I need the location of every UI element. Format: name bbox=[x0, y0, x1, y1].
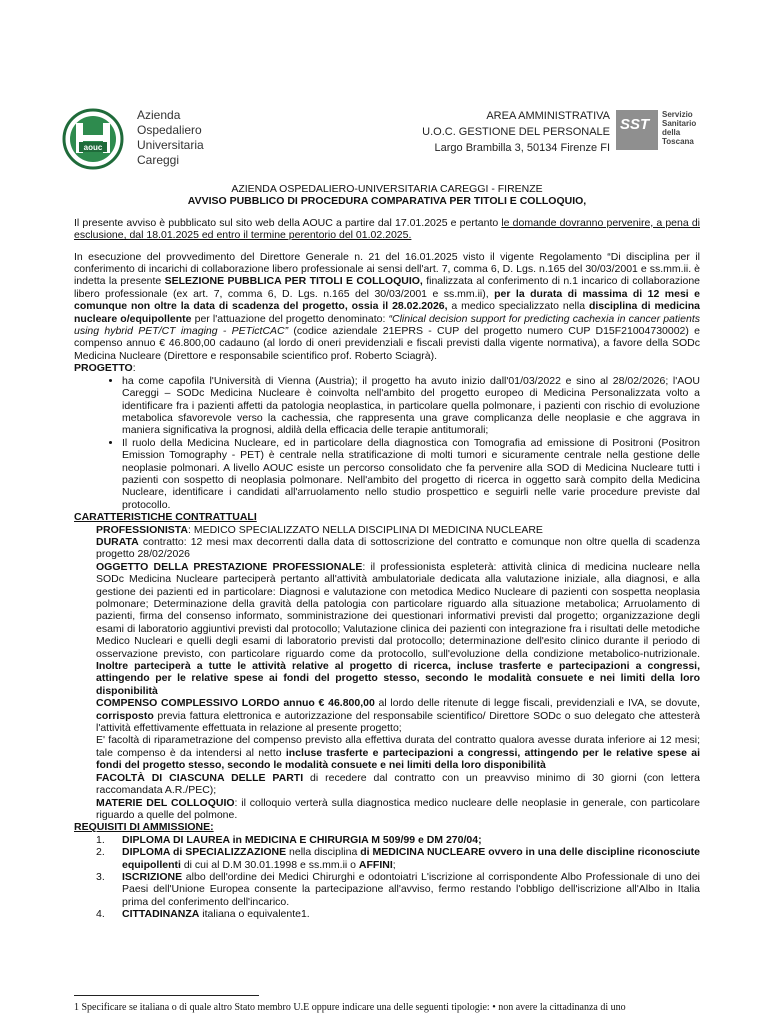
area-line: Largo Brambilla 3, 50134 Firenze FI bbox=[434, 142, 610, 154]
org-line: Azienda bbox=[137, 108, 181, 122]
durata-line bbox=[96, 536, 700, 561]
ssr-logo bbox=[616, 110, 708, 152]
value: al lordo delle ritenute di legge fiscali, previdenziali e IVA, se dovute, bbox=[374, 697, 700, 710]
label: OGGETTO DELLA PRESTAZIONE PROFESSIONALE bbox=[96, 560, 363, 573]
heading-text: PROGETTO bbox=[74, 362, 133, 375]
item-text: di cui al D.M 30.01.1998 e ss.mm.ii o bbox=[180, 858, 359, 871]
item-bold: AFFINI bbox=[358, 858, 393, 871]
body-text: (codice aziendale 21EPRS - CUP del progetto numero CUP D15F21004730002) e compenso annuo € 46.800,00 cadauno (al lordo di oneri previdenziali e fiscali previsti dalla vigente normativa), a favore della SODc Medicina Nucleare (Direttore e responsabile scientifico prof. Roberto Sciagrà). bbox=[74, 325, 700, 362]
ssr-logo-icon bbox=[616, 110, 658, 150]
ssr-mark: SST bbox=[620, 116, 650, 133]
label: MATERIE DEL COLLOQUIO bbox=[96, 796, 235, 809]
item-text: italiana o equivalente1. bbox=[199, 908, 310, 921]
requisiti-heading: REQUISITI DI AMMISSIONE: bbox=[74, 821, 214, 834]
intro-paragraph bbox=[74, 217, 700, 242]
label: PROFESSIONISTA bbox=[96, 523, 188, 536]
aouc-logo-icon bbox=[62, 108, 124, 170]
logo-text: aouc bbox=[83, 143, 103, 152]
item-text: albo dell'ordine dei Medici Chirurghi e odontoiatri L'iscrizione al corrispondente Albo Professionale di uno dei Paesi dell'Unione Europea consente la partecipazione all'avviso, fermo restando l'obbligo dell'iscrizione all'Albo in Italia prima del conferimento dell'incarico. bbox=[122, 870, 700, 908]
value: : MEDICO SPECIALIZZATO NELLA DISCIPLINA DI MEDICINA NUCLEARE bbox=[187, 523, 543, 536]
progetto-heading bbox=[74, 362, 700, 374]
footnote-divider bbox=[74, 995, 259, 996]
value-bold: incluse trasferte e partecipazioni a congressi, attingendo per le relative spese ai fondi del progetto stesso, secondo le modalità consuete e nei limiti della loro disponibilità bbox=[96, 746, 700, 772]
recesso-paragraph bbox=[96, 772, 700, 797]
body-text: finalizzata al conferimento di n.1 incarico di collaborazione libero professionale (ex art. 7, comma 6, D. Lgs. n.165 del 30/03/2001 e ss.mm.ii), bbox=[74, 275, 701, 300]
list-item bbox=[74, 834, 700, 846]
list-item: • ha come capofila l'Università di Vienna (Austria); il progetto ha avuto inizio dall'01/03/2022 e sino al 28/02/2026; l'AOU Careggi – SODc Medicina Nucleare è coinvolta nell'ambito del progetto europeo di Medicina Personalizzata volto a identificare fra i pazienti affetti da patologia neoplastica, in particolare quella polmonare, i pazienti con rischio di evoluzione metabolica sfavorevole verso la cachessia, che rappresenta una grave complicanza delle neoplasie e che aggrava in maniera significativa la prognosi, aldilà della efficacia delle terapie antitumorali; bbox=[122, 375, 700, 437]
area-line: AREA AMMINISTRATIVA bbox=[486, 110, 610, 122]
letterhead bbox=[60, 100, 710, 170]
body-bold: SELEZIONE PUBBLICA PER TITOLI E COLLOQUIO, bbox=[164, 275, 423, 288]
footnote: 1 Specificare se italiana o di quale altro Stato membro U.E oppure indicare una delle seguenti tipologie: • non avere la cittadinanza di uno bbox=[74, 1002, 626, 1013]
ssr-line: Toscana bbox=[662, 137, 694, 146]
body-text: per l'attuazione del progetto denominato: bbox=[191, 312, 389, 325]
item-bold: di MEDICINA NUCLEARE ovvero in una delle discipline riconosciute equipollenti bbox=[122, 846, 700, 871]
title-line-2: AVVISO PUBBLICO DI PROCEDURA COMPARATIVA PER TITOLI E COLLOQUIO, bbox=[187, 195, 587, 208]
item-bold: DIPLOMA di SPECIALIZZAZIONE bbox=[122, 846, 287, 859]
compenso-paragraph bbox=[96, 697, 700, 734]
list-item: • Il ruolo della Medicina Nucleare, ed in particolare della diagnostica con Tomografia ad emissione di Positroni (Positron Emission Tomography - PET) è centrale nella stratificazione di molti tumori e sicuramente centrale nella gestione delle neoplasie polmonari. A livello AOUC esiste un percorso consolidato che fa pervenire alla SOD di Medicina Nucleare tutti i pazienti con sospetto di neoplasia polmonare. Nell'ambito del progetto di ricerca in oggetto sarà compito della Medicina Nucleare, identificare i candidati all'arruolamento nello studio prospettico e seguirli nelle varie procedure previste dal protocollo. bbox=[122, 437, 700, 511]
value: previa fattura elettronica e autorizzazione del responsabile scientifico/ Direttore SODc o suo delegato che attesterà l'attività effettivamente effettuata in relazione al presente progetto; bbox=[96, 709, 700, 735]
ssr-line: della bbox=[662, 128, 681, 137]
project-title: “Clinical decision support for predicting cachexia in cancer patients using hybrid PET/CT imaging - PETictCAC” bbox=[74, 312, 700, 338]
item-number: 4. bbox=[96, 908, 105, 921]
list-item bbox=[74, 908, 700, 920]
materie-paragraph bbox=[96, 797, 700, 822]
body-bold: per la durata di massima di 12 mesi e comunque non oltre la data di scadenza del progetto, ossia il 28.02.2026, bbox=[74, 287, 701, 313]
main-paragraph bbox=[74, 251, 700, 363]
item-number: 3. bbox=[96, 870, 105, 883]
ssr-line: Servizio bbox=[662, 110, 693, 119]
list-item bbox=[74, 871, 700, 908]
item-text: ; bbox=[392, 858, 396, 871]
facolta-paragraph bbox=[96, 734, 700, 771]
area-line: U.O.C. GESTIONE DEL PERSONALE bbox=[422, 126, 610, 138]
organization-name bbox=[137, 108, 204, 168]
body-bold: disciplina di medicina nucleare o/equipollente bbox=[74, 300, 700, 325]
title-line-1: AZIENDA OSPEDALIERO-UNIVERSITARIA CAREGGI - FIRENZE bbox=[231, 183, 543, 195]
list-item bbox=[74, 846, 700, 871]
item-number: 2. bbox=[96, 846, 105, 859]
item-bold: ISCRIZIONE bbox=[122, 870, 183, 883]
office-address bbox=[422, 108, 610, 156]
value-bold: Inoltre parteciperà a tutte le attività relative al progetto di ricerca, incluse trasferte e partecipazioni a congressi, attingendo per le relative spese ai fondi del progetto stesso, secondo le modalità consuete e nei limiti della loro disponibilità bbox=[96, 660, 700, 697]
value: di recedere dal contratto con un preavviso minimo di 30 giorni (con lettera raccomandata A.R./PEC); bbox=[96, 771, 700, 797]
org-line: Careggi bbox=[137, 153, 180, 167]
caratteristiche-heading: CARATTERISTICHE CONTRATTUALI bbox=[74, 511, 257, 524]
org-line: Universitaria bbox=[137, 138, 204, 152]
item-bold: CITTADINANZA bbox=[122, 908, 200, 921]
value: : il colloquio verterà sulla diagnostica medico nucleare delle neoplasie in generale, con particolare riguardo a quelle del polmone. bbox=[96, 796, 700, 821]
item-bold: DIPLOMA DI LAUREA in MEDICINA E CHIRURGIA M 509/99 e DM 270/04; bbox=[122, 833, 482, 846]
intro-deadline: le domande dovranno pervenire, a pena di esclusione, dal 18.01.2025 ed entro il termine perentorio del 01.02.2025. bbox=[74, 216, 700, 242]
value-bold: corrisposto bbox=[96, 709, 154, 722]
heading-colon: : bbox=[132, 362, 136, 375]
progetto-list bbox=[74, 375, 700, 511]
label: FACOLTÀ DI CIASCUNA DELLE PARTI bbox=[96, 771, 304, 784]
label: DURATA bbox=[96, 535, 139, 548]
document-body bbox=[74, 183, 700, 921]
body-text: In esecuzione del provvedimento del Direttore Generale n. 21 del 16.01.2025 visto il vigente Regolamento “Di disciplina per il conferimento di incarichi di collaborazione libero professionale ai sensi dell'art. 7, comma 6, D. Lgs. n.165 del 30/03/2001 e ss.mm.ii. è indetta la presente bbox=[74, 250, 700, 288]
oggetto-paragraph bbox=[96, 561, 700, 697]
requisiti-list bbox=[74, 834, 700, 921]
professionista-line bbox=[96, 524, 700, 536]
caratteristiche-block bbox=[96, 524, 700, 822]
value: : il professionista espleterà: attività clinica di medicina nucleare nella SODc Medicina Nucleare parteciperà pertanto all'attività ambulatoriale dedicata alla valutazione iniziale, alla diagnosi, e alla gestione dei pazienti ed in particolare: Diagnosi e valutazione con metodica Medico Nucleare di pazienti con sospetta neoplasia polmonare; Determinazione della gravità della patologia con particolare riguardo alla situazione metabolica; Arruolamento di pazienti, firma del consenso informato, somministrazione dei questionari informativi previsti dal progetto; organizzazione degli esami di laboratorio aggiuntivi previsti dal protocollo; Valutazione clinica dei pazienti con integrazione fra i risultati delle metodiche Medico Nucleari e quelli degli esami di laboratorio previsti dal protocollo; determinazione dell'esito clinico durante il periodo di osservazione previsto, con particolare riguardo come da protocollo, sull'evoluzione della condizione metabolico-nutrizionale. bbox=[96, 560, 700, 660]
label: COMPENSO COMPLESSIVO LORDO annuo € 46.800,00 bbox=[96, 697, 375, 710]
item-text: nella disciplina bbox=[286, 846, 361, 859]
ssr-name bbox=[662, 110, 696, 146]
body-text: a medico specializzato nella bbox=[447, 300, 589, 313]
intro-text: Il presente avviso è pubblicato sul sito web della AOUC a partire dal 17.01.2025 e pertanto bbox=[74, 216, 502, 229]
ssr-line: Sanitario bbox=[662, 119, 697, 128]
value: E' facoltà di riparametrazione del compenso previsto alla effettiva durata del contratto qualora avesse durata inferiore ai 12 mesi; tale compenso è da intendersi al netto bbox=[96, 734, 700, 759]
item-number: 1. bbox=[96, 833, 105, 846]
org-line: Ospedaliero bbox=[137, 123, 202, 137]
value: contratto: 12 mesi max decorrenti dalla data di sottoscrizione del contratto e comunque non oltre quella di scadenza progetto 28/02/2026 bbox=[96, 535, 700, 561]
